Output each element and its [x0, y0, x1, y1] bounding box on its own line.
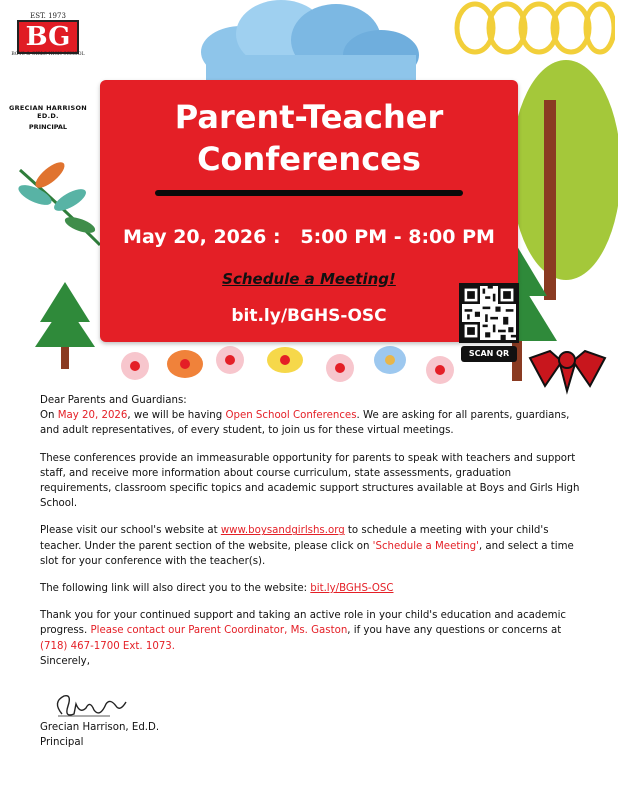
p5-text-a: Thank you for your continued support and taking an active role in your child's education and academic progress. [40, 610, 566, 637]
letter-paragraph-2: These conferences provide an immeasurable opportunity for parents to speak with teachers and support staff, and receive more information about course curriculum, state assessments, graduation requirements, classroom specific topics and academic support structures available at Boys and Girls High School. [40, 452, 580, 510]
logo-tagline: BOYS & GIRLS HIGH SCHOOL [11, 52, 85, 57]
cloud-illustration [186, 0, 426, 82]
qr-code[interactable] [459, 283, 519, 343]
letter-paragraph-3 [40, 523, 585, 569]
p3-text-b: to schedule a meeting with your child's teacher. Under the parent section of the website, please click on [40, 525, 549, 552]
signature-image [50, 692, 130, 722]
flowers-decoration [90, 338, 470, 390]
p1-date: May 20, 2026 [57, 410, 128, 422]
mascot-illustration [525, 346, 610, 396]
p1-event: Open School Conferences [225, 410, 357, 422]
banner-short-url[interactable]: bit.ly/BGHS-OSC [231, 306, 387, 326]
letter-closing: Sincerely, [40, 655, 90, 667]
p5-phone: (718) 467-1700 Ext. 1073. [40, 640, 176, 652]
p3-text-c: , and select a time slot for your conference with the teacher(s). [40, 540, 574, 567]
letter-body [40, 393, 585, 669]
scan-qr-label: SCAN QR [461, 346, 517, 362]
principal-name-header: GRECIAN HARRISON ED.D. [8, 104, 88, 120]
schedule-meeting-link[interactable]: Schedule a Meeting! [222, 270, 396, 288]
p5-text-b: , if you have any questions or concerns at [347, 625, 562, 637]
logo-badge [9, 8, 87, 66]
banner-title-line1: Parent-Teacher [174, 98, 444, 136]
event-banner [100, 80, 518, 342]
logo-letters: BG [17, 20, 79, 54]
signature-block [40, 720, 159, 750]
banner-divider [155, 190, 463, 196]
school-logo [6, 8, 90, 131]
banner-time: 5:00 PM - 8:00 PM [300, 226, 495, 248]
letter-paragraph-4 [40, 581, 585, 596]
p5-contact: Please contact our Parent Coordinator, Ms. Gaston [90, 625, 348, 637]
banner-title-line2: Conferences [197, 140, 421, 178]
letter-greeting: Dear Parents and Guardians: [40, 395, 187, 406]
signature-name: Grecian Harrison, Ed.D. [40, 722, 160, 733]
short-url-link[interactable]: bit.ly/BGHS-OSC [310, 583, 394, 595]
branch-illustration [10, 150, 105, 250]
p1-text-c: . We are asking for all parents, guardians, and adult representatives, of every student, to join us for these virtual meetings. [40, 410, 570, 437]
banner-date: May 20, 2026 : [123, 226, 281, 248]
letter-paragraph-1 [40, 408, 585, 438]
letter-paragraph-5 [40, 608, 585, 654]
p1-text-a: On [40, 410, 58, 422]
banner-title [100, 96, 518, 180]
signature-title: Principal [40, 737, 84, 749]
school-website-link[interactable]: www.boysandgirlshs.org [220, 525, 345, 537]
banner-datetime [100, 226, 518, 248]
p1-text-b: , we will be having [127, 410, 226, 422]
p3-schedule-text: 'Schedule a Meeting' [372, 540, 479, 552]
p3-text-a: Please visit our school's website at [40, 525, 221, 537]
logo-established: EST. 1973 [30, 12, 66, 20]
principal-title-header: PRINCIPAL [28, 123, 68, 131]
p4-text-a: The following link will also direct you to the website: [40, 583, 311, 595]
